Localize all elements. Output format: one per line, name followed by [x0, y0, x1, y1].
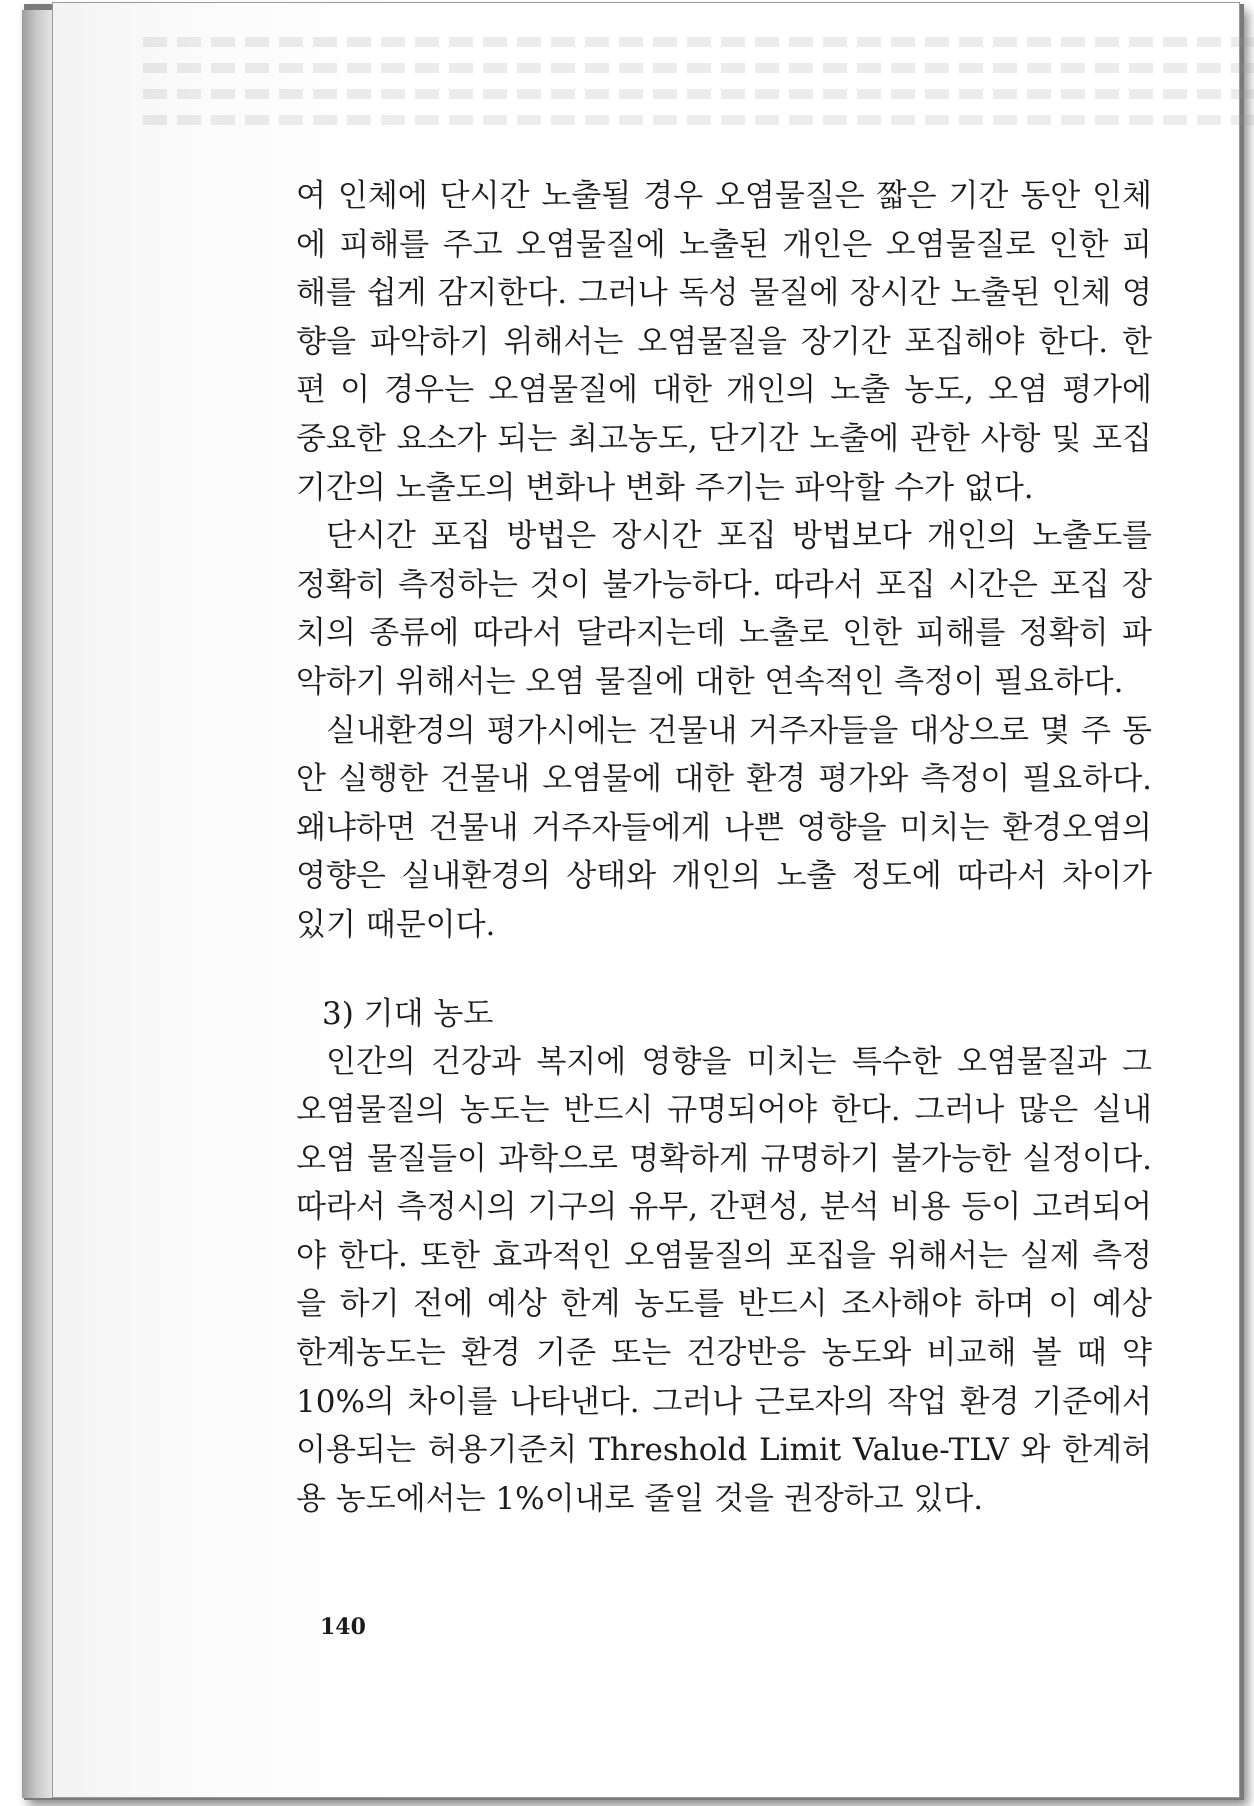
- paragraph-2: 단시간 포집 방법은 장시간 포집 방법보다 개인의 노출도를 정확히 측정하는 것이 불가능하다. 따라서 포집 시간은 포집 장치의 종류에 따라서 달라지는데 노출로 인한 피해를 정확히 파악하기 위해서는 오염 물질에 대한 연속적인 측정이 필요하다.: [296, 518, 1152, 700]
- section-paragraph: 인간의 건강과 복지에 영향을 미치는 특수한 오염물질과 그 오염물질의 농도는 반드시 규명되어야 한다. 그러나 많은 실내오염 물질들이 과학으로 명확하게 규명하기 불가능한 실정이다. 따라서 측정시의 기구의 유무, 간편성, 분석 비용 등이 고려되어야 한다. 또한 효과적인 오염물질의 포집을 위해서는 실제 측정을 하기 전에 예상 한계 농도를 반드시 조사해야 하며 이 예상 한계농도는 환경 기준 또는 건강반응 농도와 비교해 볼 때 약 10%의 차이를 나타낸다. 그러나 근로자의 작업 환경 기준에서 이용되는 허용기준치 Threshold Limit Value-TLV 와 한계허용 농도에서는 1%이내로 줄일 것을 권장하고 있다.: [296, 1043, 1152, 1517]
- paragraph-1: 여 인체에 단시간 노출될 경우 오염물질은 짧은 기간 동안 인체에 피해를 주고 오염물질에 노출된 개인은 오염물질로 인한 피해를 쉽게 감지한다. 그러나 독성 물질에 장시간 노출된 인체 영향을 파악하기 위해서는 오염물질을 장기간 포집해야 한다. 한편 이 경우는 오염물질에 대한 개인의 노출 농도, 오염 평가에 중요한 요소가 되는 최고농도, 단기간 노출에 관한 사항 및 포집 기간의 노출도의 변화나 변화 주기는 파악할 수가 없다.: [296, 178, 1152, 506]
- section-heading: 3) 기대 농도: [322, 995, 494, 1032]
- bleed-through-text: [143, 21, 1254, 141]
- paragraph-3: 실내환경의 평가시에는 건물내 거주자들을 대상으로 몇 주 동안 실행한 건물내 오염물에 대한 환경 평가와 측정이 필요하다. 왜냐하면 건물내 거주자들에게 나쁜 영향을 미치는 환경오염의 영향은 실내환경의 상태와 개인의 노출 정도에 따라서 차이가 있기 때문이다.: [296, 712, 1152, 943]
- page-number: 140: [320, 1614, 366, 1640]
- body-text: [296, 172, 1152, 1523]
- book-spine: [22, 10, 54, 1798]
